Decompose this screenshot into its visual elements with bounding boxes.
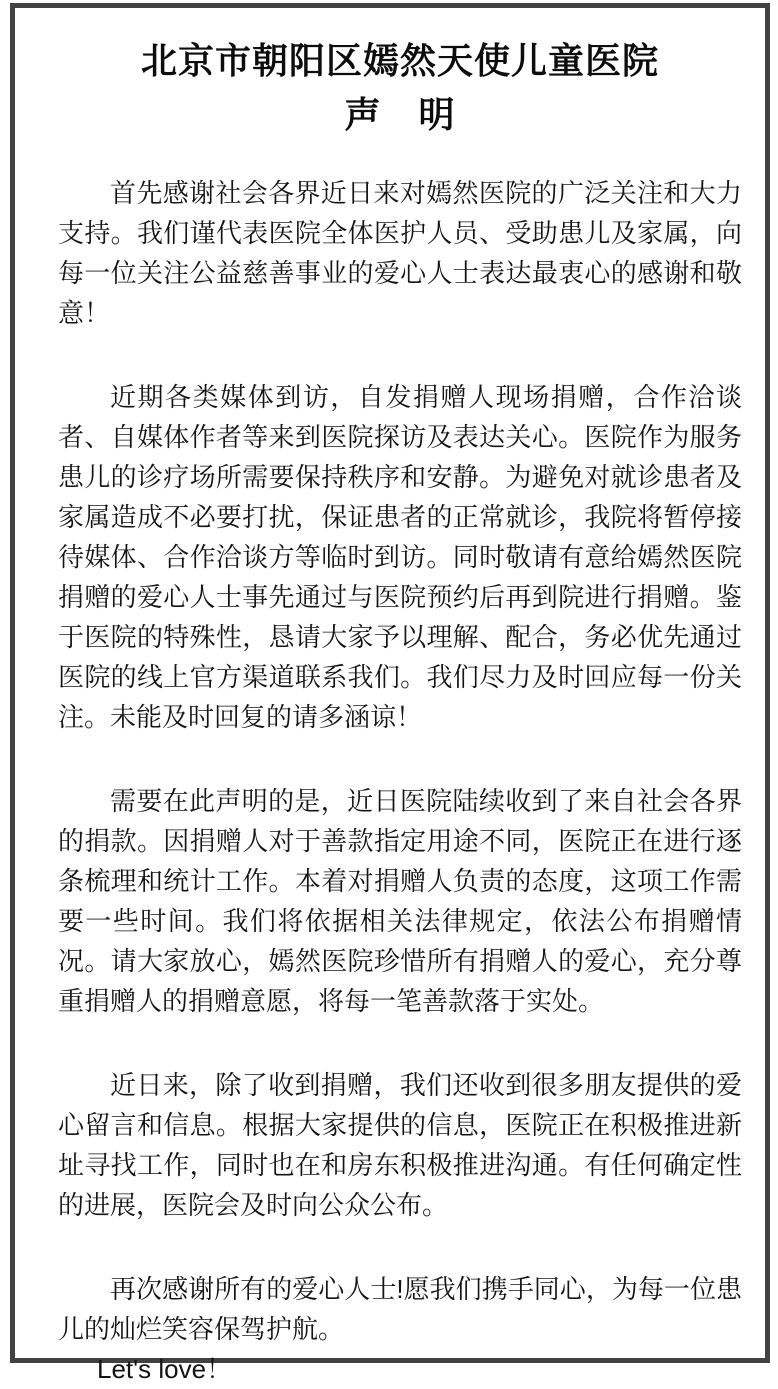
hospital-name-title: 北京市朝阳区嫣然天使儿童医院 bbox=[140, 40, 659, 81]
statement-title: 声 明 bbox=[344, 94, 456, 135]
paragraph-visits-suspended: 近期各类媒体到访，自发捐赠人现场捐赠，合作洽谈者、自媒体作者等来到医院探访及表达关心。医院作为服务患儿的诊疗场所需要保持秩序和安静。为避免对就诊患者及家属造成不必要打扰，保证患者的正常就诊，我院将暂停接待媒体、合作洽谈方等临时到访。同时敬请有意给嫣然医院捐赠的爱心人士事先通过与医院预约后再到院进行捐赠。鉴于医院的特殊性，恳请大家予以理解、配合，务必优先通过医院的线上官方渠道联系我们。我们尽力及时回应每一份关注。未能及时回复的请多涵谅！ bbox=[58, 382, 742, 732]
paragraph-thanks: 首先感谢社会各界近日来对嫣然医院的广泛关注和大力支持。我们谨代表医院全体医护人员、受助患儿及家属，向每一位关注公益慈善事业的爱心人士表达最衷心的感谢和敬意！ bbox=[58, 178, 742, 328]
closing-line: Let's love！ bbox=[97, 1354, 233, 1384]
paragraph-new-site: 近日来，除了收到捐赠，我们还收到很多朋友提供的爱心留言和信息。根据大家提供的信息，医院正在积极推进新址寻找工作，同时也在和房东积极推进沟通。有任何确定性的进展，医院会及时向公众公布。 bbox=[58, 1070, 742, 1220]
paragraph-donations: 需要在此声明的是，近日医院陆续收到了来自社会各界的捐款。因捐赠人对于善款指定用途不同，医院正在进行逐条梳理和统计工作。本着对捐赠人负责的态度，这项工作需要一些时间。我们将依据相关法律规定，依法公布捐赠情况。请大家放心，嫣然医院珍惜所有捐赠人的爱心，充分尊重捐赠人的捐赠意愿，将每一笔善款落于实处。 bbox=[58, 786, 742, 1016]
document-frame bbox=[10, 3, 770, 1384]
paragraph-final-thanks: 再次感谢所有的爱心人士!愿我们携手同心，为每一位患儿的灿烂笑容保驾护航。 bbox=[58, 1274, 742, 1344]
